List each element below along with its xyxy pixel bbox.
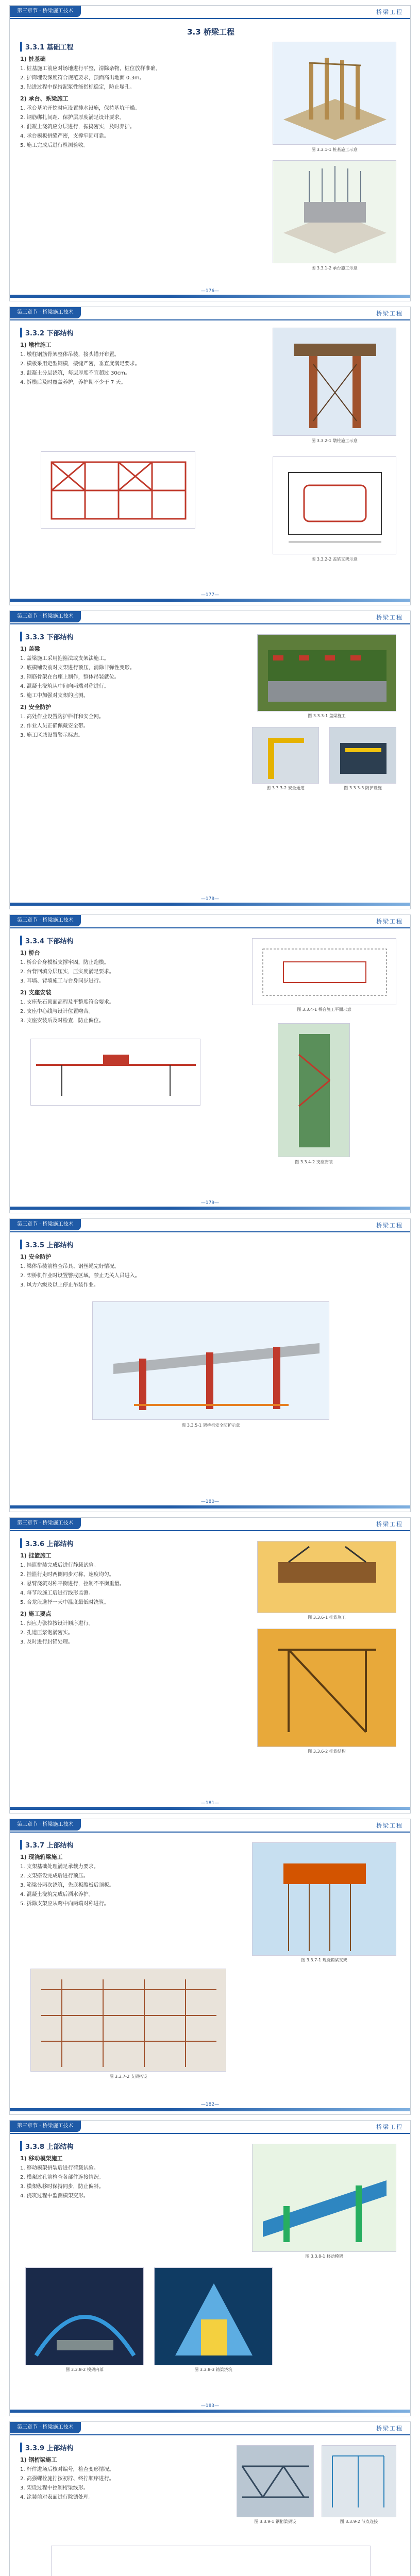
text-line: 1. 支架基础处理满足承载力要求。 — [20, 1864, 99, 1870]
cradle-photo — [257, 1541, 396, 1613]
text-line: 3. 及时进行封锚处理。 — [20, 1639, 73, 1645]
truss-photo — [237, 2445, 314, 2517]
page-header — [10, 307, 410, 324]
text-line: 3. 钢筋骨架在台座上制作，整体吊装就位。 — [20, 674, 120, 680]
section-heading: 3.3.6 上部结构 — [20, 1538, 247, 1548]
figure-caption: 图 3.3.4-1 桥台施工平面示意 — [297, 1007, 351, 1012]
text-line: 4. 浇筑过程中监测模架变形。 — [20, 2193, 89, 2199]
section-title: 桥梁工程 — [376, 918, 403, 925]
figure-caption: 图 3.3.3-3 防护设施 — [344, 786, 382, 790]
text-line: 1. 预应力张拉按设计顺序进行。 — [20, 1621, 94, 1626]
launcher-render — [92, 1301, 329, 1420]
bearing-photo — [278, 1023, 350, 1157]
section-heading: 3.3.3 下部结构 — [20, 632, 242, 641]
text-line: 3. 施工区域设置警示标志。 — [20, 733, 83, 738]
page-header — [10, 611, 410, 628]
page-footer — [10, 2401, 410, 2416]
text-line: 3. 钻进过程中保持泥浆性能指标稳定，防止塌孔。 — [20, 84, 135, 90]
figure-caption: 图 3.3.1-1 桩基施工示意 — [311, 147, 358, 152]
section-title: 桥梁工程 — [376, 310, 403, 317]
text-line: 1. 桥台台身模板支撑牢固，防止跑模。 — [20, 960, 109, 965]
document-page — [9, 914, 411, 1213]
chapter-tab: 第三章节 · 桥梁施工技术 — [10, 2422, 81, 2433]
figure-caption: 图 3.3.8-2 模架内部 — [65, 2367, 104, 2372]
text-line: 2. 模板采用定型钢模，接缝严密，垂直度满足要求。 — [20, 361, 140, 367]
text-line: 2. 底模铺设前对支架进行预压，消除非弹性变形。 — [20, 665, 135, 671]
text-line: 3. 模架纵移时保持同步，防止偏斜。 — [20, 2184, 104, 2190]
document-page — [9, 1517, 411, 1814]
text-line: 1. 承台基坑开挖时应设置排水设施，保持基坑干燥。 — [20, 106, 140, 111]
guard-photo — [329, 727, 396, 784]
page-number: —178— — [200, 896, 220, 902]
text-line: 3. 混凝土分层浇筑，每层厚度不宜超过 30cm。 — [20, 370, 130, 376]
page-number: —176— — [200, 289, 220, 294]
text-line: 5. 施工中加强对支架的监测。 — [20, 693, 89, 699]
support-photo — [252, 1842, 396, 1956]
document-page — [9, 1218, 411, 1512]
text-line: 5. 合龙段选择一天中温度最低时浇筑。 — [20, 1600, 109, 1605]
page-header — [10, 1518, 410, 1534]
text-line: 2. 支座中心线与设计位置吻合。 — [20, 1009, 94, 1014]
text-line: 3. 架设过程中控制桁梁线形。 — [20, 2485, 89, 2491]
text-line: 3. 混凝土浇筑应分层进行，振捣密实，及时养护。 — [20, 124, 135, 130]
page-footer — [10, 1799, 410, 1813]
figure-caption: 图 3.3.3-2 安全通道 — [266, 786, 305, 790]
page-footer — [10, 894, 410, 909]
figure-caption: 图 3.3.6-2 挂篮结构 — [308, 1749, 346, 1754]
page-header — [10, 2121, 410, 2137]
text-line: 3. 支座安装后及时检查，防止偏位。 — [20, 1018, 104, 1024]
section-heading: 3.3.2 下部结构 — [20, 328, 252, 337]
section-heading: 3.3.9 上部结构 — [20, 2443, 226, 2452]
pile-render — [273, 42, 396, 145]
page-title: 3.3 桥梁工程 — [187, 27, 234, 37]
page-footer — [10, 590, 410, 605]
section-heading: 3.3.5 上部结构 — [20, 1240, 381, 1249]
text-line: 4. 涂装前对表面进行除锈处理。 — [20, 2495, 94, 2500]
text-line: 4. 承台模板拼缝严密，支撑牢固可靠。 — [20, 133, 109, 139]
page-number: —181— — [200, 1801, 220, 1806]
document-page — [9, 2120, 411, 2416]
text-line: 1. 移动模架拼装后进行荷载试验。 — [20, 2165, 99, 2171]
sub-heading: 2) 承台、系梁施工 — [20, 95, 69, 102]
sub-heading: 1) 墩柱施工 — [20, 342, 52, 348]
text-line: 2. 模架过孔前检查各部件连接情况。 — [20, 2175, 104, 2180]
figure-caption: 图 3.3.7-1 现浇箱梁支架 — [301, 1958, 347, 1962]
page-footer — [10, 1497, 410, 1512]
chapter-tab: 第三章节 · 桥梁施工技术 — [10, 1518, 81, 1529]
sub-heading: 1) 盖梁 — [20, 646, 40, 652]
text-line: 1. 挂篮拼装完成后进行静载试验。 — [20, 1563, 99, 1568]
section-heading: 3.3.8 上部结构 — [20, 2141, 237, 2151]
figure-caption: 图 3.3.5-1 架桥机安全防护示意 — [181, 1423, 240, 1428]
sub-heading: 1) 桥台 — [20, 950, 40, 956]
text-line: 3. 悬臂浇筑对称平衡进行，控制不平衡重量。 — [20, 1581, 125, 1587]
text-line: 5. 施工完成后进行检测验收。 — [20, 143, 89, 148]
text-line: 2. 支架搭设完成后进行预压。 — [20, 1873, 89, 1879]
text-line: 1. 高处作业设置防护栏杆和安全网。 — [20, 714, 104, 720]
text-line: 3. 箱梁分两次浇筑，先底板腹板后顶板。 — [20, 1883, 114, 1888]
cradle-structure-photo — [257, 1629, 396, 1747]
sub-heading: 2) 施工要点 — [20, 1611, 52, 1617]
document-page — [9, 5, 411, 301]
section-heading: 3.3.7 上部结构 — [20, 1840, 237, 1850]
figure-caption: 图 3.3.8-3 箱梁浇筑 — [194, 2367, 232, 2372]
node-photo — [322, 2445, 396, 2517]
figure-caption: 图 3.3.9-1 钢桁梁架设 — [254, 2519, 296, 2524]
figure-caption: 图 3.3.9-2 节点连接 — [340, 2519, 378, 2524]
text-line: 1. 盖梁施工采用抱箍法或支架法施工。 — [20, 656, 109, 662]
page-header — [10, 1219, 410, 1235]
passage-photo — [252, 727, 319, 784]
text-line: 1. 梁体吊装前检查吊具、钢丝绳完好情况。 — [20, 1264, 120, 1269]
page-header — [10, 2422, 410, 2438]
page-number: —182— — [200, 2102, 220, 2107]
text-line: 1. 墩柱钢筋骨架整体吊装，接头错开布置。 — [20, 352, 120, 358]
chapter-tab: 第三章节 · 桥梁施工技术 — [10, 2121, 81, 2132]
text-line: 5. 拆除支架应从跨中向两端对称进行。 — [20, 1901, 109, 1907]
chapter-tab: 第三章节 · 桥梁施工技术 — [10, 307, 81, 318]
page-number: —177— — [200, 592, 220, 598]
chapter-tab: 第三章节 · 桥梁施工技术 — [10, 6, 81, 17]
page-footer — [10, 2100, 410, 2114]
figure-caption: 图 3.3.8-1 移动模架 — [305, 2254, 343, 2259]
sub-heading: 1) 钢桁梁施工 — [20, 2456, 57, 2463]
section-title: 桥梁工程 — [376, 1822, 403, 1829]
text-line: 2. 高强螺栓施拧按初拧、终拧顺序进行。 — [20, 2476, 114, 2482]
sub-heading: 1) 桩基础 — [20, 56, 46, 62]
text-line: 2. 护筒埋设深度符合规范要求，顶面高出地面 0.3m。 — [20, 75, 145, 81]
document-page — [9, 1819, 411, 2115]
text-line: 3. 风力六级及以上停止吊装作业。 — [20, 1282, 99, 1288]
text-line: 4. 每节段施工后进行线形监测。 — [20, 1590, 94, 1596]
page-header — [10, 915, 410, 931]
figure-caption: 图 3.3.4-2 支座安装 — [295, 1160, 333, 1164]
text-line: 2. 台背回填分层压实，压实度满足要求。 — [20, 969, 114, 975]
plan-drawing — [273, 456, 396, 554]
text-line: 3. 耳墙、背墙施工与台身同步进行。 — [20, 978, 104, 984]
text-line: 1. 支座垫石顶面高程及平整度符合要求。 — [20, 999, 114, 1005]
sub-heading: 2) 支座安装 — [20, 989, 52, 996]
mss-interior-render — [25, 2267, 144, 2365]
text-line: 2. 钢筋绑扎间距、保护层厚度满足设计要求。 — [20, 115, 125, 121]
section-heading: 3.3.4 下部结构 — [20, 936, 237, 945]
page-header — [10, 1819, 410, 1836]
section-title: 桥梁工程 — [376, 1521, 403, 1528]
capbeam-photo — [257, 634, 396, 711]
sub-heading: 1) 移动模架施工 — [20, 2155, 63, 2162]
page-footer — [10, 1198, 410, 1213]
pier-render — [273, 328, 396, 436]
page-header — [10, 6, 410, 22]
plan-drawing — [252, 938, 396, 1005]
figure-caption: 图 3.3.6-1 挂篮施工 — [308, 1615, 346, 1620]
text-line: 2. 作业人员正确佩戴安全带。 — [20, 723, 89, 729]
page-footer — [10, 286, 410, 301]
document-page — [9, 611, 411, 909]
page-number: —179— — [200, 1200, 220, 1206]
scaffold-photo — [30, 1969, 226, 2072]
page-number: —183— — [200, 2403, 220, 2409]
figure-caption: 图 3.3.1-2 承台施工示意 — [311, 266, 358, 270]
figure-caption: 图 3.3.2-2 盖梁支架示意 — [311, 557, 358, 562]
figure-caption: 图 3.3.3-1 盖梁施工 — [308, 714, 346, 718]
section-title: 桥梁工程 — [376, 1222, 403, 1229]
sub-heading: 1) 安全防护 — [20, 1253, 52, 1260]
frame-drawing — [41, 451, 195, 529]
box-girder-render — [154, 2267, 273, 2365]
text-line: 4. 拆模后及时覆盖养护，养护期不少于 7 天。 — [20, 380, 126, 385]
text-line: 1. 桩基施工前应对场地进行平整，清除杂物，桩位放样准确。 — [20, 66, 161, 72]
document-page — [9, 2421, 411, 2576]
section-heading: 3.3.1 基础工程 — [20, 42, 252, 52]
figure-caption: 图 3.3.2-1 墩柱施工示意 — [311, 438, 358, 443]
figure-caption: 图 3.3.7-2 支架搭设 — [109, 2074, 147, 2079]
section-title: 桥梁工程 — [376, 614, 403, 621]
sub-heading: 2) 安全防护 — [20, 704, 52, 710]
chapter-tab: 第三章节 · 桥梁施工技术 — [10, 611, 81, 622]
sub-heading: 1) 挂篮施工 — [20, 1552, 52, 1559]
text-line: 1. 杆件进场后核对编号，检查变形情况。 — [20, 2467, 114, 2472]
cap-render — [273, 160, 396, 263]
chapter-tab: 第三章节 · 桥梁施工技术 — [10, 915, 81, 926]
gantry-drawing — [30, 1039, 200, 1106]
text-line: 4. 混凝土浇筑完成后洒水养护。 — [20, 1892, 94, 1897]
text-line: 4. 混凝土浇筑从中间向两端对称进行。 — [20, 684, 109, 689]
page-number: —180— — [200, 1499, 220, 1504]
text-line: 2. 架桥机作业时设置警戒区域，禁止无关人员进入。 — [20, 1273, 140, 1279]
chapter-tab: 第三章节 · 桥梁施工技术 — [10, 1819, 81, 1831]
erection-drawing — [51, 2546, 371, 2576]
section-title: 桥梁工程 — [376, 2425, 403, 2432]
chapter-tab: 第三章节 · 桥梁施工技术 — [10, 1219, 81, 1230]
document-page — [9, 307, 411, 605]
text-line: 2. 挂篮行走时两侧同步对称，速度均匀。 — [20, 1572, 114, 1578]
section-title: 桥梁工程 — [376, 2124, 403, 2130]
section-title: 桥梁工程 — [376, 9, 403, 15]
text-line: 2. 孔道压浆饱满密实。 — [20, 1630, 73, 1636]
mss-render — [252, 2144, 396, 2252]
sub-heading: 1) 现浇箱梁施工 — [20, 1854, 63, 1860]
